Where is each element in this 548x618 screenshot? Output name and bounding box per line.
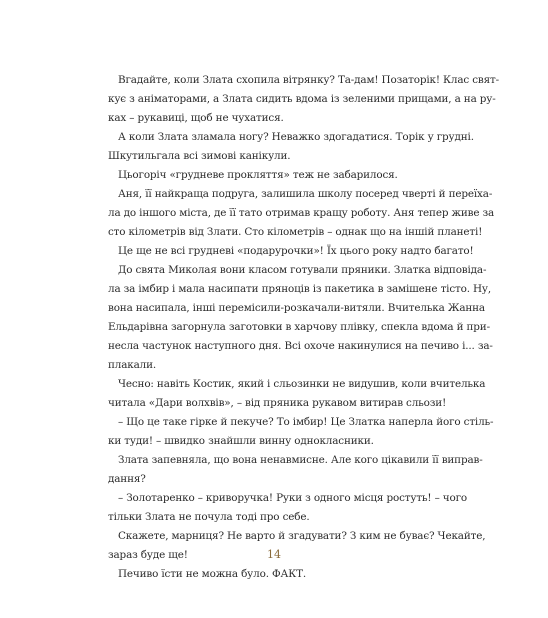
text-line: – Золотаренко – криворучка! Руки з одного місця ростуть! – чого [118,492,468,504]
text-line: ки туди! – швидко знайшли винну однокласники. [108,435,374,447]
text-line: ла за імбир і мала насипати пряноців із пакетика в замішене тісто. Ну, [108,283,492,295]
text-line: Це ще не всі грудневі «подарурочки»! Їх цього року надто багато! [118,245,474,257]
text-line: Печиво їсти не можна було. ФАКТ. [118,568,307,580]
text-line: А коли Злата зламала ногу? Неважко здогадатися. Торік у грудні. [118,131,474,143]
text-line: кує з аніматорами, а Злата сидить вдома із зеленими прищами, а на ру- [108,93,496,105]
text-line: дання? [108,473,146,485]
text-line: Вгадайте, коли Злата схопила вітрянку? Та-дам! Позаторік! Клас свят- [118,74,499,86]
text-line: ках – рукавиці, щоб не чухатися. [108,112,284,124]
page-number: 14 [267,548,281,561]
text-line: Ельдарівна загорнула заготовки в харчову плівку, спекла вдома й при- [108,321,490,333]
text-line: Цьогоріч «грудневе прокляття» теж не забарилося. [118,169,398,181]
text-line: плакали. [108,359,157,371]
text-line: зараз буде ще! [108,549,188,561]
text-line: ла до іншого міста, де її тато отримав кращу роботу. Аня тепер живе за [108,207,495,219]
page-body-text [108,71,499,584]
text-line: – Що це таке гірке й пекуче? То імбир! Це Златка наперла його стіль- [118,416,494,428]
text-line: тільки Злата не почула тоді про себе. [108,511,310,523]
text-line: Чесно: навіть Костик, який і сльозинки не видушив, коли вчителька [118,378,486,390]
text-line: вона насипала, інші перемісили-розкачали-витяли. Вчителька Жанна [108,302,485,314]
text-line: сто кілометрів від Злати. Сто кілометрів – однак що на іншій планеті! [108,226,483,238]
text-line: Шкутильгала всі зимові канікули. [108,150,291,162]
text-line: Злата запевняла, що вона ненавмисне. Але кого цікавили її виправ- [118,454,483,466]
text-line: несла частунок наступного дня. Всі охоче накинулися на печиво і... за- [108,340,493,352]
text-line: читала «Дари волхвів», – від пряника рукавом витирав сльози! [108,397,447,409]
text-line: До свята Миколая вони класом готували пряники. Златка відповіда- [118,264,487,276]
text-line: Аня, її найкраща подруга, залишила школу посеред чверті й переїха- [118,188,493,200]
text-line: Скажете, марниця? Не варто й згадувати? З ким не буває? Чекайте, [118,530,486,542]
